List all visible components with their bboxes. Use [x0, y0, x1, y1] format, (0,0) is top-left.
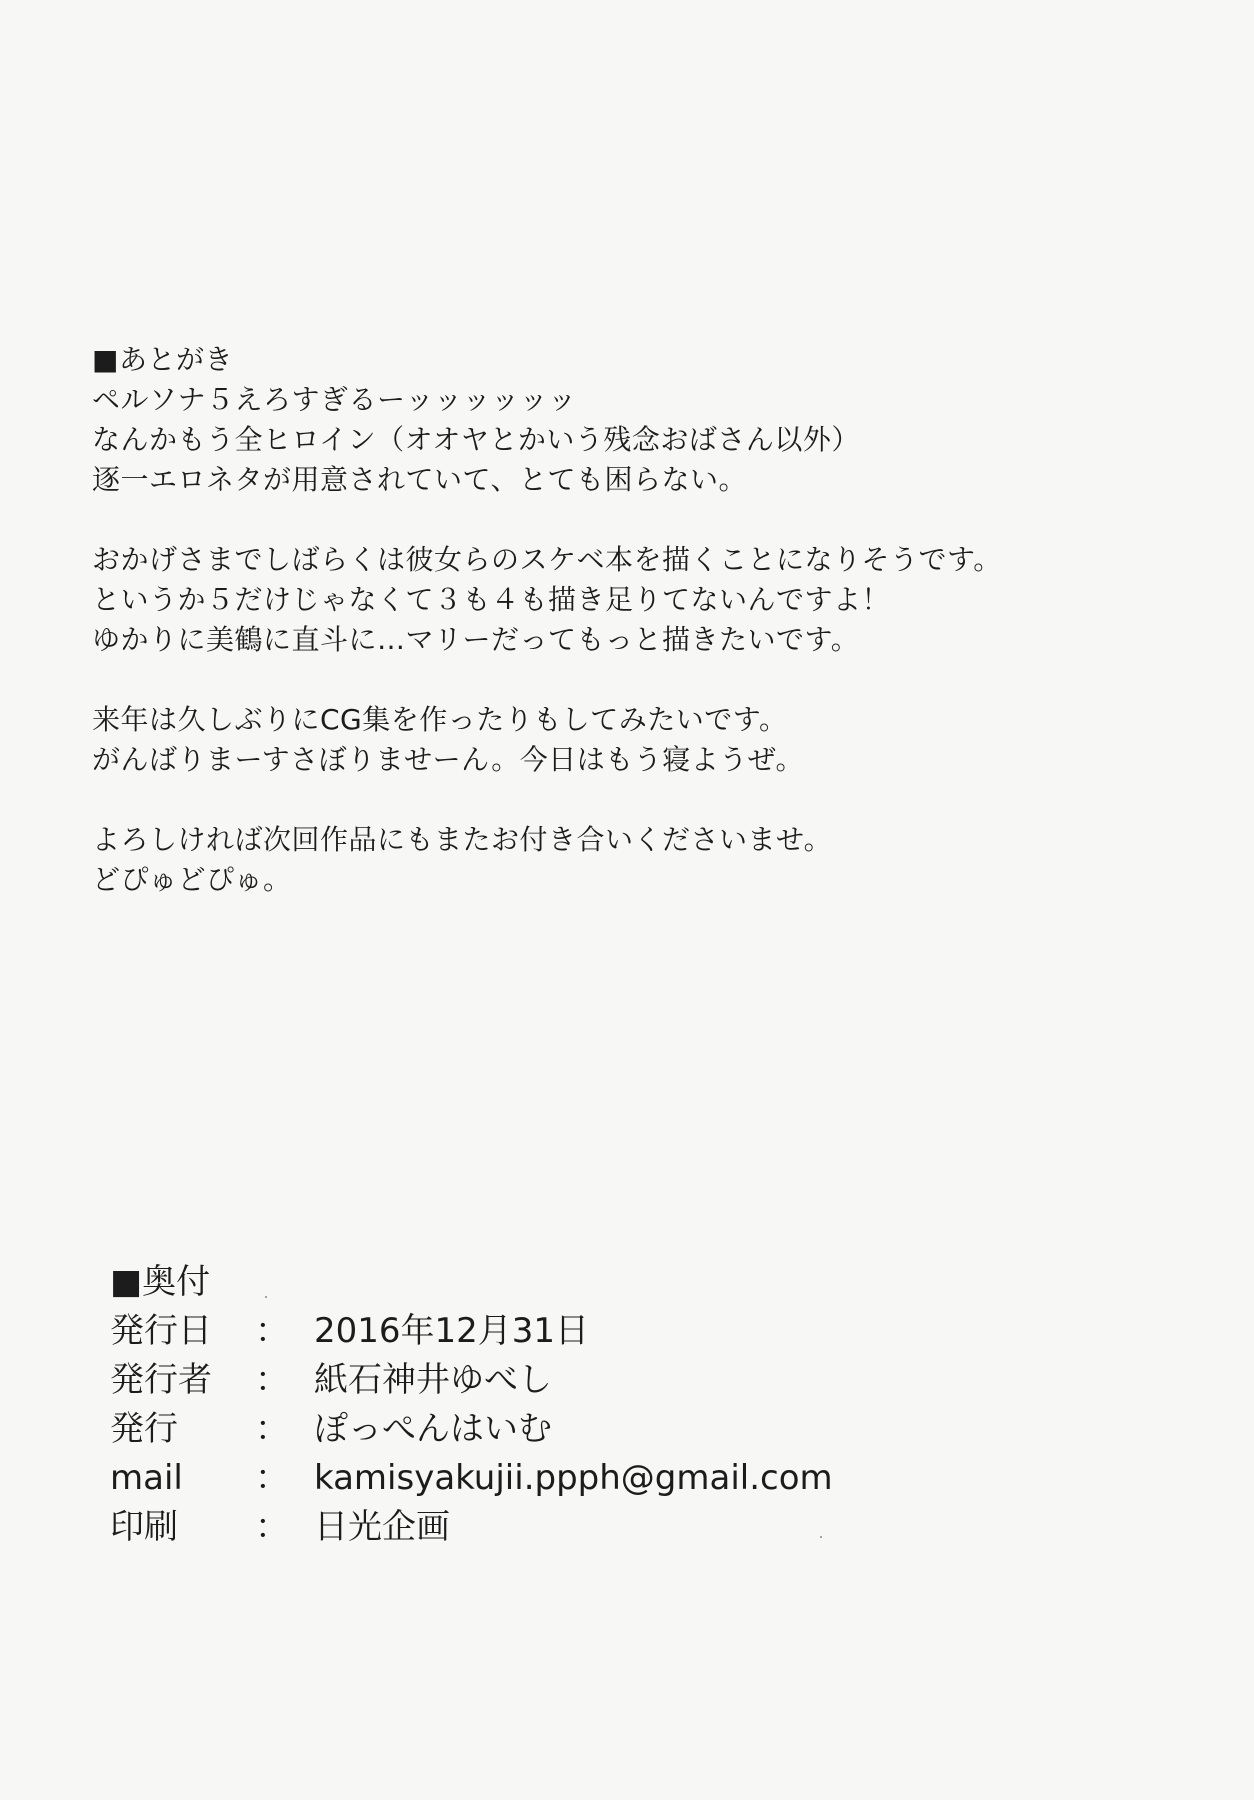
afterword-heading: ■あとがき: [92, 343, 233, 376]
afterword-paragraph-2: [92, 540, 1192, 660]
paragraph-gap: [92, 500, 1192, 540]
afterword-line: どぴゅどぴゅ。: [92, 863, 292, 896]
afterword-section: [92, 340, 1192, 900]
afterword-line: というか５だけじゃなくて３も４も描き足りてないんですよ！: [92, 583, 891, 616]
afterword-paragraph-4: [92, 820, 1192, 900]
colophon-label: mail: [110, 1458, 183, 1498]
colophon-value: 紙石神井ゆべし: [314, 1360, 552, 1400]
colophon-row-issuer: [110, 1405, 1110, 1454]
scan-speck: [265, 1296, 267, 1298]
colophon-row-publisher: [110, 1356, 1110, 1405]
afterword-line: がんばりまーすさぼりませーん。今日はもう寝ようぜ。: [92, 743, 804, 776]
afterword-line: なんかもう全ヒロイン（オオヤとかいう残念おばさん以外）: [92, 423, 860, 456]
paragraph-gap: [92, 780, 1192, 820]
colophon-section: [110, 1258, 1110, 1552]
colophon-label: 発行日: [110, 1311, 212, 1351]
scan-speck: [820, 1536, 822, 1538]
afterword-paragraph-1: [92, 340, 1192, 500]
colophon-value: 日光企画: [314, 1507, 450, 1547]
colophon-row-mail: [110, 1454, 1110, 1503]
afterword-line: おかげさまでしばらくは彼女らのスケベ本を描くことになりそうです。: [92, 543, 1002, 576]
colophon-row-publish-date: [110, 1307, 1110, 1356]
colophon-colon: ：: [255, 1458, 289, 1498]
colophon-label: 発行者: [110, 1360, 212, 1400]
afterword-line: 来年は久しぶりにCG集を作ったりもしてみたいです。: [92, 703, 788, 736]
colophon-colon: ：: [255, 1360, 289, 1400]
colophon-colon: ：: [255, 1311, 289, 1351]
colophon-label: 発行: [110, 1409, 178, 1449]
colophon-email: kamisyakujii.ppph@gmail.com: [314, 1458, 833, 1498]
colophon-colon: ：: [255, 1409, 289, 1449]
afterword-paragraph-3: [92, 700, 1192, 780]
paragraph-gap: [92, 660, 1192, 700]
colophon-heading: ■奥付: [110, 1262, 211, 1302]
colophon-row-printer: [110, 1503, 1110, 1552]
afterword-line: よろしければ次回作品にもまたお付き合いくださいませ。: [92, 823, 833, 856]
afterword-line: ゆかりに美鶴に直斗に…マリーだってもっと描きたいです。: [92, 623, 860, 656]
colophon-value: 2016年12月31日: [314, 1311, 590, 1351]
colophon-colon: ：: [255, 1507, 289, 1547]
colophon-label: 印刷: [110, 1507, 178, 1547]
afterword-line: 逐一エロネタが用意されていて、とても困らない。: [92, 463, 747, 496]
colophon-value: ぽっぺんはいむ: [314, 1409, 552, 1449]
afterword-line: ペルソナ５えろすぎるーッッッッッッ: [92, 383, 577, 416]
